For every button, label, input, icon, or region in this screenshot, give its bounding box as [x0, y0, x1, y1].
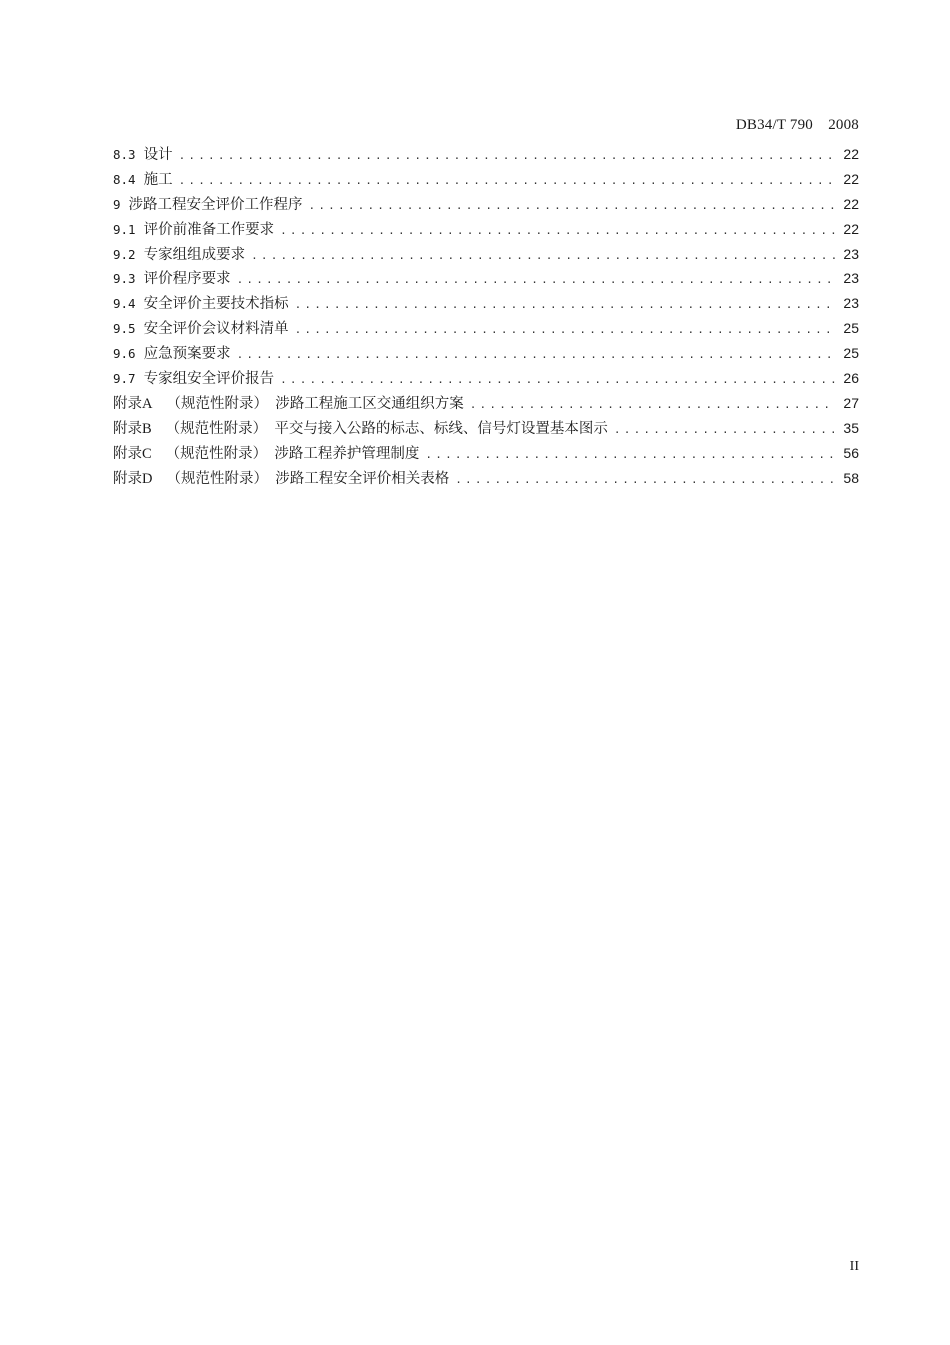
- toc-entry-title: （规范性附录） 平交与接入公路的标志、标线、信号灯设置基本图示: [165, 420, 608, 437]
- toc-entry-page: 23: [843, 245, 859, 262]
- toc-dot-leader: [425, 445, 835, 465]
- toc-dot-leader: [280, 370, 835, 390]
- toc-entry-number: 附录B: [113, 420, 152, 437]
- toc-entry[interactable]: [113, 343, 859, 368]
- toc-entry[interactable]: [113, 318, 859, 343]
- toc-entry-page: 22: [843, 220, 859, 237]
- toc-entry-title: （规范性附录） 涉路工程安全评价相关表格: [166, 470, 450, 487]
- toc-dot-leader: [309, 196, 835, 216]
- toc-entry-number: 9.3: [113, 271, 136, 287]
- toc-entry-page: 25: [843, 345, 859, 362]
- toc-dot-leader: [179, 146, 835, 166]
- toc-dot-leader: [614, 420, 835, 440]
- toc-entry-title: 应急预案要求: [143, 346, 231, 363]
- toc-entry-number: 附录A: [113, 395, 153, 412]
- toc-entry-page: 23: [843, 295, 859, 312]
- toc-dot-leader: [295, 320, 835, 340]
- toc-entry-title: 设计: [143, 147, 173, 163]
- toc-entry-title: 施工: [143, 171, 173, 188]
- toc-entry[interactable]: [113, 169, 859, 194]
- toc-entry[interactable]: [113, 144, 859, 169]
- toc-entry-title: 安全评价会议材料清单: [143, 321, 289, 338]
- toc-entry-number: 9: [113, 196, 121, 212]
- document-code: DB34/T 790 2008: [735, 117, 859, 133]
- toc-entry-appendix[interactable]: [113, 468, 859, 493]
- toc-entry-page: 22: [843, 195, 859, 212]
- toc-entry-number: 8.4: [113, 171, 136, 187]
- toc-entry-number: 附录C: [113, 445, 152, 462]
- toc-dot-leader: [455, 470, 835, 490]
- table-of-contents: [113, 144, 859, 492]
- toc-entry-page: 35: [843, 419, 859, 436]
- toc-entry-number: 9.7: [113, 371, 136, 387]
- toc-entry-page: 22: [843, 170, 859, 187]
- toc-entry-appendix[interactable]: [113, 443, 859, 468]
- toc-entry-number: 9.2: [113, 246, 136, 262]
- page-number: II: [849, 1259, 859, 1274]
- toc-dot-leader: [237, 270, 835, 290]
- toc-entry-title: 涉路工程安全评价工作程序: [128, 196, 303, 213]
- toc-dot-leader: [295, 295, 835, 315]
- toc-dot-leader: [179, 171, 835, 191]
- toc-entry-appendix[interactable]: [113, 393, 859, 418]
- toc-entry-title: 专家组组成要求: [143, 246, 246, 263]
- toc-entry[interactable]: [113, 194, 859, 219]
- toc-entry-page: 27: [843, 394, 859, 411]
- toc-entry-number: 9.5: [113, 321, 136, 337]
- toc-entry-title: 安全评价主要技术指标: [143, 296, 289, 313]
- toc-dot-leader: [237, 345, 835, 365]
- toc-entry[interactable]: [113, 368, 859, 393]
- toc-entry-page: 25: [843, 320, 859, 337]
- toc-entry-number: 附录D: [113, 470, 153, 487]
- toc-entry-number: 9.1: [113, 221, 136, 237]
- toc-entry-title: 评价前准备工作要求: [143, 221, 275, 238]
- toc-dot-leader: [470, 395, 835, 415]
- toc-entry-title: 评价程序要求: [143, 271, 231, 288]
- toc-entry[interactable]: [113, 268, 859, 293]
- toc-entry-page: 26: [843, 370, 859, 387]
- toc-entry-page: 22: [843, 146, 859, 162]
- toc-entry[interactable]: [113, 219, 859, 244]
- toc-entry-title: （规范性附录） 涉路工程施工区交通组织方案: [166, 395, 464, 412]
- toc-entry-number: 8.3: [113, 147, 136, 162]
- toc-dot-leader: [280, 221, 835, 241]
- toc-entry-number: 9.4: [113, 296, 136, 312]
- toc-dot-leader: [251, 246, 835, 266]
- toc-entry-number: 9.6: [113, 346, 136, 362]
- toc-entry-appendix[interactable]: [113, 418, 859, 443]
- toc-entry-page: 23: [843, 270, 859, 287]
- toc-entry[interactable]: [113, 244, 859, 269]
- toc-entry[interactable]: [113, 293, 859, 318]
- toc-entry-page: 56: [843, 444, 859, 461]
- toc-entry-page: 58: [843, 469, 859, 486]
- toc-entry-title: （规范性附录） 涉路工程养护管理制度: [165, 445, 420, 462]
- toc-entry-title: 专家组安全评价报告: [143, 371, 275, 388]
